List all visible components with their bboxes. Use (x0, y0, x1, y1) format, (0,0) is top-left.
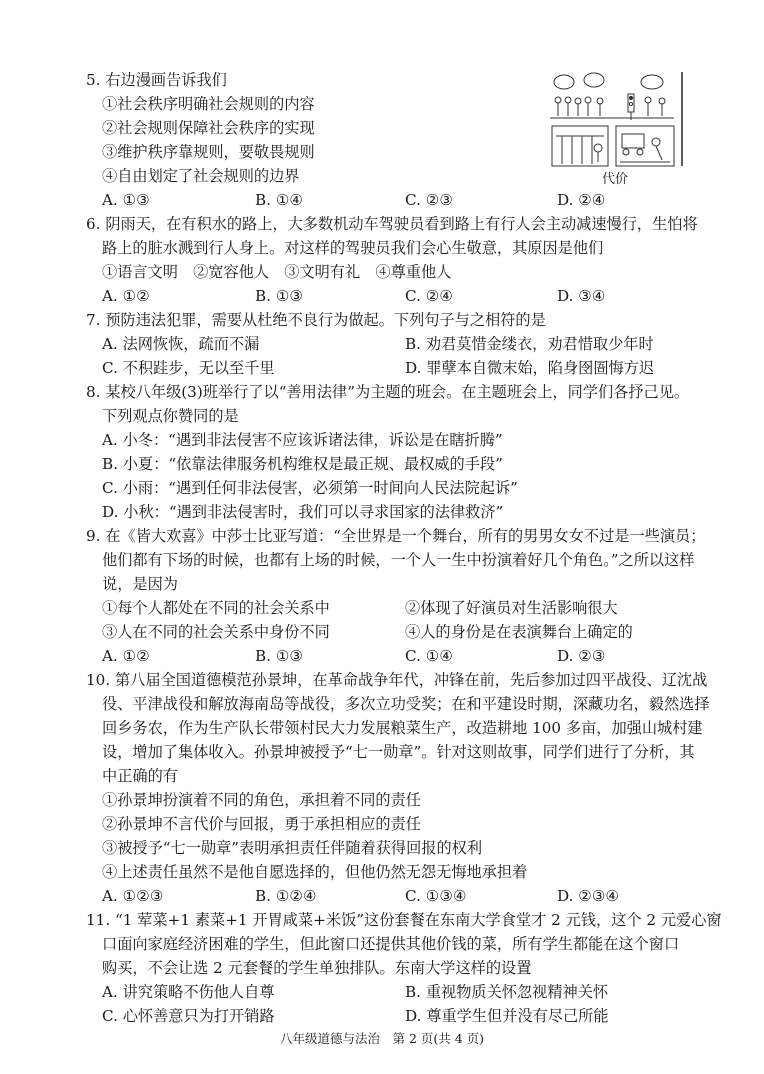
q10-option-d[interactable]: D. ②③④ (557, 887, 620, 905)
q6-stem-line: 路上的脏水溅到行人身上。对这样的驾驶员我们会心生敬意，其原因是他们 (102, 239, 604, 257)
q8-option-b[interactable]: B. 小夏：“依靠法律服务机构维权是最正规、最权威的手段” (102, 455, 503, 473)
q7-option-d[interactable]: D. 罪孽本自微末始，陷身囹圄悔方迟 (405, 359, 655, 377)
q9-stem-line: 他们都有下场的时候，也都有上场的时候，一个人一生中扮演着好几个角色。”之所以这样 (102, 551, 695, 569)
q10-stem-line: 役、平津战役和解放海南岛等战役，多次立功受奖；在和平建设时期，深藏功名，毅然选择 (102, 695, 710, 713)
q10-option-b[interactable]: B. ①②④ (255, 887, 317, 905)
q11-option-a[interactable]: A. 讲究策略不伤他人自尊 (102, 983, 275, 1001)
cartoon-caption: 代价 (602, 172, 629, 187)
q11-option-b[interactable]: B. 重视物质关怀忽视精神关怀 (405, 983, 609, 1001)
q5-stem: 5. 右边漫画告诉我们 (86, 71, 227, 89)
q5-option-c[interactable]: C. ②③ (405, 191, 453, 209)
q9-stem-line: 说，是因为 (102, 575, 178, 593)
q5-statement: ③维护秩序靠规则，要敬畏规则 (102, 143, 315, 161)
q8-option-a[interactable]: A. 小冬：“遇到非法侵害不应该诉诸法律，诉讼是在瞎折腾” (102, 431, 503, 449)
q11-stem-line: 11. “1 荤菜+1 素菜+1 开胃咸菜+米饭”这份套餐在东南大学食堂才 2 元钱，这个 2 元爱心窗 (86, 911, 722, 929)
q5-statement: ②社会规则保障社会秩序的实现 (102, 119, 315, 137)
q9-statement: ②体现了好演员对生活影响很大 (405, 599, 618, 617)
cartoon-crowd (550, 73, 674, 120)
q10-option-a[interactable]: A. ①②③ (102, 887, 164, 905)
q11-stem-line: 口面向家庭经济困难的学生，但此窗口还提供其他价钱的菜，所有学生都能在这个窗口 (102, 935, 680, 953)
q10-statement: ③被授予“七一勋章”表明承担责任伴随着获得回报的权利 (102, 839, 483, 857)
q6-stem-line: 6. 阴雨天，在有积水的路上，大多数机动车驾驶员看到路上有行人会主动减速慢行，生怕将 (86, 215, 698, 233)
q10-statement: ①孙景坤扮演着不同的角色，承担着不同的责任 (102, 791, 421, 809)
q9-statement: ④人的身份是在表演舞台上确定的 (405, 623, 633, 641)
q9-option-c[interactable]: C. ①④ (405, 647, 453, 665)
q11-option-c[interactable]: C. 心怀善意只为打开销路 (102, 1007, 275, 1025)
q10-stem-line: 10. 第八届全国道德模范孙景坤，在革命战争年代，冲锋在前，先后参加过四平战役、辽沈战 (86, 671, 708, 689)
q8-stem-line: 8. 某校八年级(3)班举行了以“善用法律”为主题的班会。在主题班会上，同学们各抒己见。 (86, 383, 690, 401)
q11-option-d[interactable]: D. 尊重学生但并没有尽己所能 (405, 1007, 609, 1025)
q9-option-a[interactable]: A. ①② (102, 647, 150, 665)
q7-option-a[interactable]: A. 法网恢恢，疏而不漏 (102, 335, 260, 353)
q7-stem: 7. 预防违法犯罪，需要从杜绝不良行为做起。下列句子与之相符的是 (86, 311, 546, 329)
q5-option-d[interactable]: D. ②④ (557, 191, 606, 209)
q8-stem-line: 下列观点你赞同的是 (102, 407, 239, 425)
q5-statement: ④自由划定了社会规则的边界 (102, 167, 300, 185)
q5-statement: ①社会秩序明确社会规则的内容 (102, 95, 315, 113)
q10-statement: ④上述责任虽然不是他自愿选择的，但他仍然无怨无悔地承担着 (102, 863, 528, 881)
q5-option-b[interactable]: B. ①④ (255, 191, 304, 209)
q8-option-c[interactable]: C. 小雨：“遇到任何非法侵害，必须第一时间向人民法院起诉” (102, 479, 518, 497)
q6-statements: ①语言文明 ②宽容他人 ③文明有礼 ④尊重他人 (102, 263, 452, 281)
q5-option-a[interactable]: A. ①③ (102, 191, 150, 209)
q10-option-c[interactable]: C. ①③④ (405, 887, 467, 905)
q9-option-b[interactable]: B. ①③ (255, 647, 304, 665)
q7-option-c[interactable]: C. 不积跬步，无以至千里 (102, 359, 275, 377)
cartoon-accident (552, 126, 674, 166)
q9-option-d[interactable]: D. ②③ (557, 647, 606, 665)
q9-statement: ③人在不同的社会关系中身份不同 (102, 623, 330, 641)
q6-option-b[interactable]: B. ①③ (255, 287, 304, 305)
page-footer: 八年级道德与法治 第 2 页(共 4 页) (279, 1031, 485, 1046)
q11-stem-line: 购买，不会让选 2 元套餐的学生单独排队。东南大学这样的设置 (102, 959, 532, 977)
q6-option-c[interactable]: C. ②④ (405, 287, 453, 305)
q8-option-d[interactable]: D. 小秋：“遇到非法侵害时，我们可以寻求国家的法律救济” (102, 503, 504, 521)
q7-option-b[interactable]: B. 劝君莫惜金缕衣，劝君惜取少年时 (405, 335, 654, 353)
q10-stem-line: 设，增加了集体收入。孙景坤被授予“七一勋章”。针对这则故事，同学们进行了分析，其 (102, 743, 695, 761)
q10-stem-line: 中正确的有 (102, 767, 178, 785)
q9-statement: ①每个人都处在不同的社会关系中 (102, 599, 330, 617)
q10-stem-line: 回乡务农，作为生产队长带领村民大力发展粮菜生产，改造耕地 100 多亩，加强山城村建 (102, 719, 703, 737)
q10-statement: ②孙景坤不言代价与回报，勇于承担相应的责任 (102, 815, 421, 833)
q9-stem-line: 9. 在《皆大欢喜》中莎士比亚写道：“全世界是一个舞台，所有的男男女女不过是一些演员； (86, 527, 706, 545)
q6-option-a[interactable]: A. ①② (102, 287, 150, 305)
q6-option-d[interactable]: D. ③④ (557, 287, 606, 305)
